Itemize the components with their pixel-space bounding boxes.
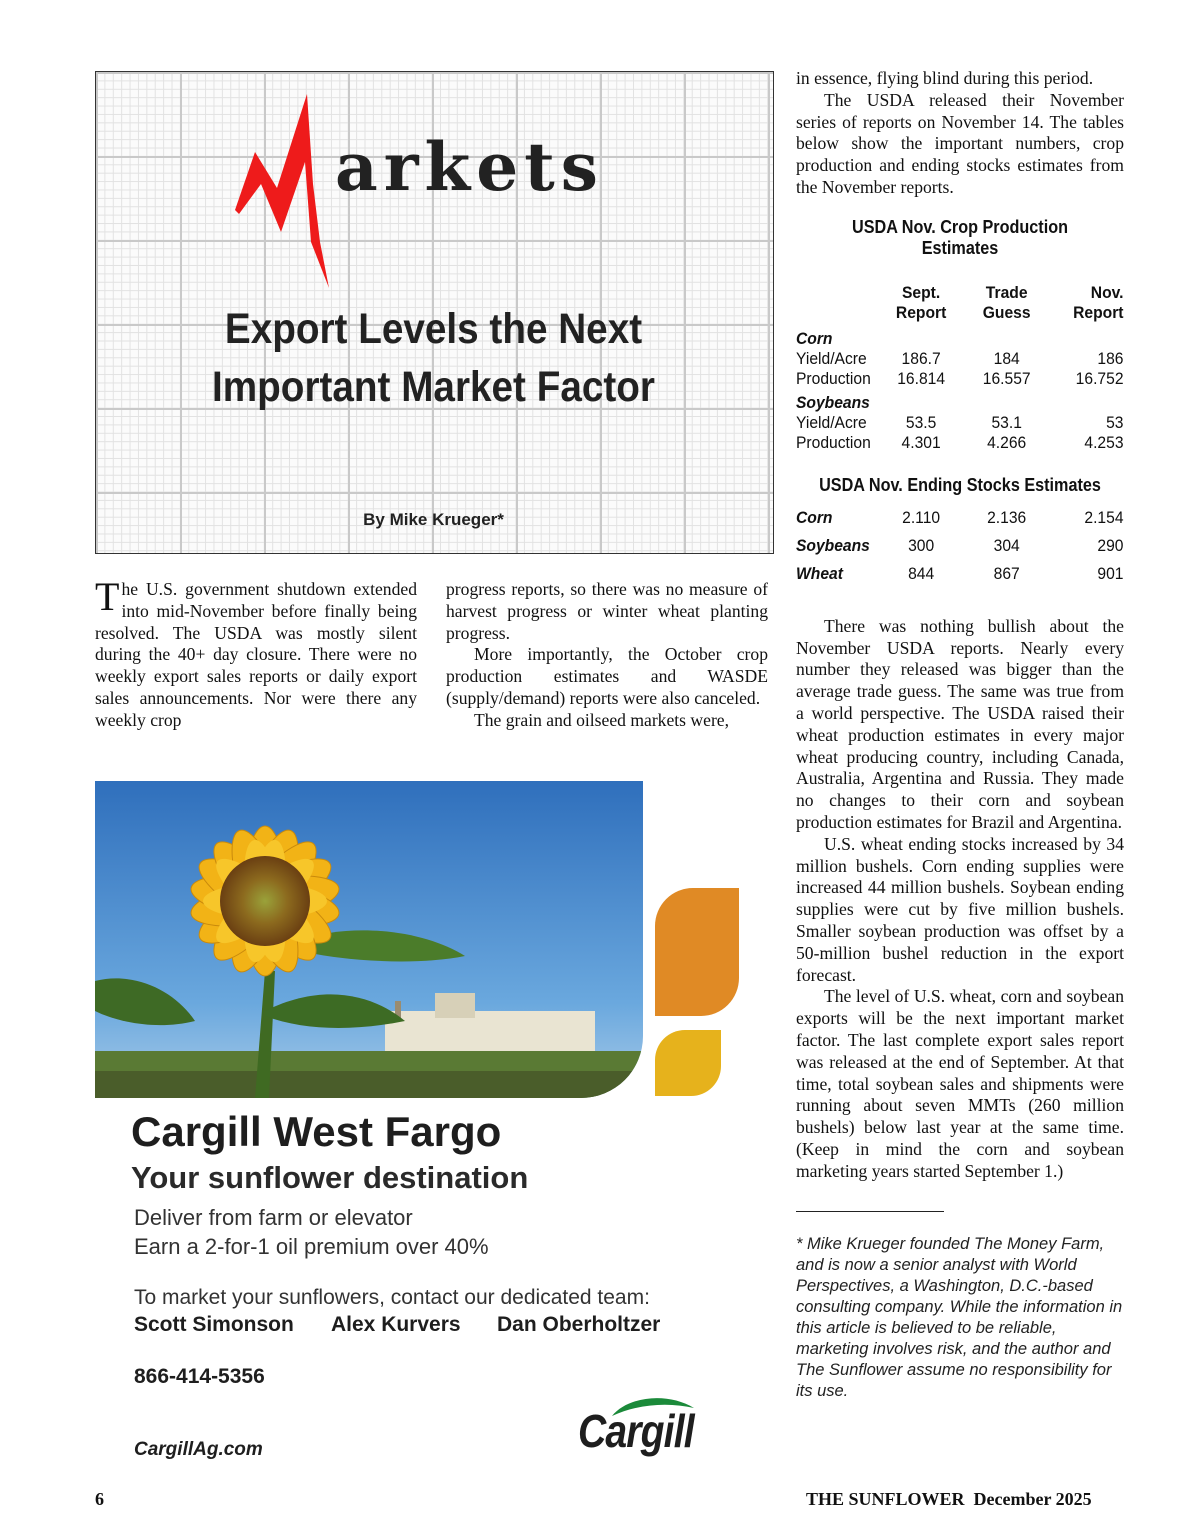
article-column-3 — [796, 68, 1124, 1402]
table-row: Corn 2.110 2.136 2.154 — [796, 507, 1124, 527]
paragraph: The level of U.S. wheat, corn and soybean exports will be the next important market factor. The last complete export sales report was released at the end of September. At that time, total soybean sales and shipments were running about seven MMTs (260 million bushels) below last year at the same time. (Keep in mind the corn and soybean marketing years started September 1.) — [796, 986, 1124, 1181]
paragraph: he U.S. government shutdown extended into mid-November before finally being resolved. The USDA was mostly silent during the 40+ day closure. There were no weekly export sales reports or daily export sales announcements. Nor were there any weekly crop — [95, 579, 417, 730]
article-column-2 — [446, 579, 768, 732]
logo-wordmark: Cargill — [578, 1405, 694, 1457]
contact-name: Dan Oberholtzer — [497, 1313, 661, 1336]
sunflower-photo — [95, 781, 643, 1098]
column-header-sept: Sept. Report — [895, 282, 947, 322]
production-table-title: USDA Nov. Crop Production Estimates — [852, 216, 1068, 258]
ad-title: Cargill West Fargo — [131, 1108, 502, 1155]
paragraph: in essence, flying blind during this period. — [796, 68, 1094, 88]
table-row: Soybeans 300 304 290 — [796, 535, 1124, 555]
paragraph: The USDA released their November series of reports on November 14. The tables below show the important numbers, crop production and ending stocks estimates from the November reports. — [796, 89, 1124, 197]
page-number: 6 — [95, 1489, 104, 1509]
footnote-rule — [796, 1211, 944, 1212]
masthead-title: arkets — [335, 128, 604, 206]
headline-line-1: Export Levels the Next — [224, 305, 643, 353]
masthead-m-logo — [225, 92, 345, 292]
article-headline — [129, 300, 738, 416]
contact-name: Alex Kurvers — [331, 1313, 461, 1336]
paragraph: progress reports, so there was no measure of harvest progress or winter wheat planting progress. — [446, 579, 768, 643]
ad-line-2: Earn a 2-for-1 oil premium over 40% — [134, 1234, 489, 1259]
ad-subtitle: Your sunflower destination — [131, 1160, 529, 1195]
column-header-trade-guess: Trade Guess — [982, 282, 1031, 322]
stocks-table-title: USDA Nov. Ending Stocks Estimates — [819, 474, 1101, 495]
ad-line-1: Deliver from farm or elevator — [134, 1205, 413, 1230]
table-row: Yield/Acre 186.7 184 186 — [796, 348, 1124, 368]
ad-contact-intro: To market your sunflowers, contact our dedicated team: — [134, 1286, 650, 1309]
article-column-1 — [95, 574, 417, 732]
production-table — [796, 282, 1124, 453]
paragraph: More importantly, the October crop production estimates and WASDE (supply/demand) reports were also canceled. — [446, 644, 768, 708]
table-row: Production 4.301 4.266 4.253 — [796, 432, 1124, 452]
byline: By Mike Krueger* — [363, 510, 504, 529]
gold-accent-shape — [655, 1030, 721, 1096]
cargill-logo — [578, 1394, 728, 1466]
table-row: Wheat 844 867 901 — [796, 563, 1124, 583]
ad-website-link[interactable]: CargillAg.com — [134, 1439, 263, 1460]
group-label-soybeans: Soybeans — [796, 392, 870, 412]
group-label-corn: Corn — [796, 328, 833, 348]
table-row: Yield/Acre 53.5 53.1 53 — [796, 412, 1124, 432]
stocks-table — [796, 504, 1124, 588]
table-row: Production 16.814 16.557 16.752 — [796, 368, 1124, 388]
drop-cap: T — [95, 574, 120, 619]
ad-phone[interactable]: 866-414-5356 — [134, 1365, 265, 1388]
paragraph: The grain and oilseed markets were, — [474, 709, 730, 730]
headline-line-2: Important Market Factor — [212, 363, 655, 411]
column-header-nov: Nov. Report — [1073, 282, 1124, 322]
contact-name: Scott Simonson — [134, 1313, 294, 1336]
author-footnote: * Mike Krueger founded The Money Farm, and is now a senior analyst with World Perspectives, a Washington, D.C.-based consulting company. While the information in this article is believed to be reliable, marketing involves risk, and the author and The Sunflower assume no responsibility for its use. — [796, 1234, 1123, 1400]
publication-footer: THE SUNFLOWER December 2025 — [806, 1489, 1092, 1509]
paragraph: There was nothing bullish about the November USDA reports. Nearly every number they released was bigger than the average trade guess. The same was true from a world perspective. The USDA raised their wheat production estimates in every major wheat producing country, including Canada, Australia, Argentina and Russia. They made no changes to their corn and soybean production estimates for Brazil and Argentina. — [796, 615, 1124, 832]
paragraph: U.S. wheat ending stocks increased by 34 million bushels. Corn ending supplies were increased 44 million bushels. Soybean ending supplies were cut by five million bushels. Smaller soybean production was offset by a 50-million bushel reduction in the export forecast. — [796, 833, 1124, 985]
orange-accent-shape — [655, 888, 739, 1016]
